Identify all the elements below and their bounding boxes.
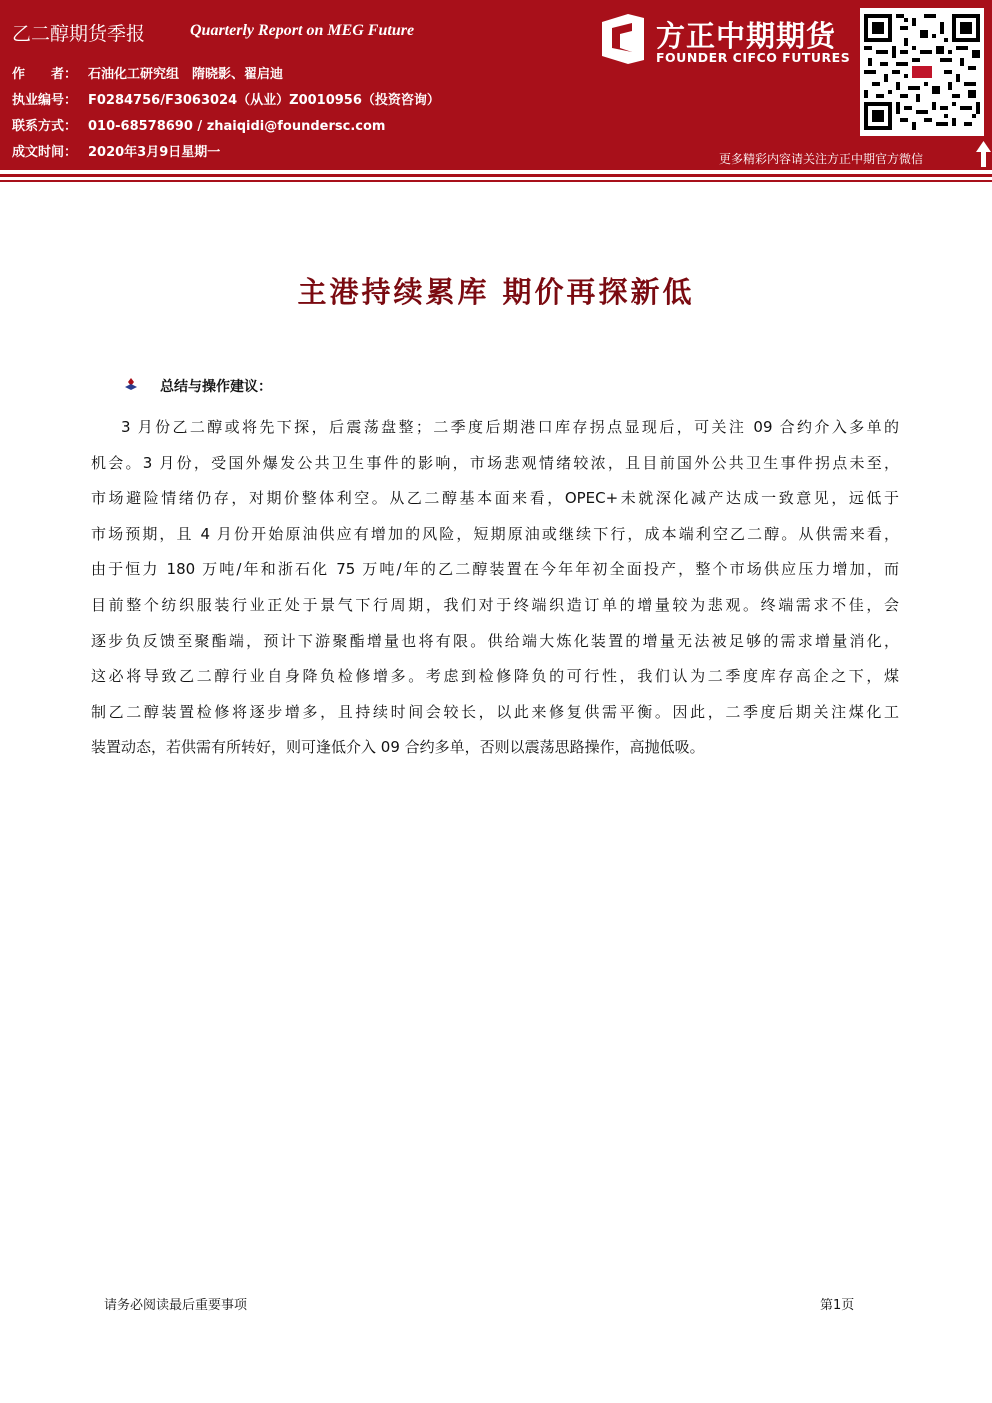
qr-code-icon: [864, 12, 980, 132]
meta-value: 2020年3月9日星期一: [88, 145, 221, 160]
report-header: [0, 0, 992, 170]
report-title-en: Quarterly Report on MEG Future: [190, 22, 415, 39]
meta-contact: [12, 115, 385, 134]
section-heading: [128, 376, 272, 396]
page-number: 第1页: [820, 1298, 855, 1313]
summary-paragraph: [91, 410, 899, 766]
paragraph-line: 由于恒力 180 万吨/年和浙石化 75 万吨/年的乙二醇装置在今年年初全面投产，整个市场供应压力增加，而: [91, 560, 899, 579]
paragraph-line: 目前整个纺织服装行业正处于景气下行周期，我们对于终端织造订单的增量较为悲观。终端需求不佳，会: [91, 595, 899, 614]
logo-english-name: FOUNDER CIFCO FUTURES: [656, 50, 851, 65]
paragraph-line: 市场避险情绪仍存，对期价整体利空。从乙二醇基本面来看，OPEC+未就深化减产达成一致意见，远低于: [91, 489, 899, 508]
header-divider: [0, 174, 992, 177]
meta-value: F0284756/F3063024（从业）Z0010956（投资咨询）: [88, 93, 440, 108]
paragraph-line: 装置动态，若供需有所转好，则可逢低介入 09 合约多单，否则以震荡思路操作，高抛低吸。: [91, 738, 705, 757]
meta-authors: [12, 63, 283, 82]
meta-label: 成文时间：: [12, 145, 78, 160]
wechat-qr-code[interactable]: [860, 8, 984, 136]
paragraph-line: 3 月份乙二醇或将先下探，后震荡盘整；二季度后期港口库存拐点显现后，可关注 09 合约介入多单的: [121, 418, 899, 436]
header-divider: [0, 180, 992, 182]
company-logo: [598, 14, 854, 70]
diamond-bullet-icon: [124, 378, 138, 392]
founder-logo-icon: [598, 14, 648, 64]
meta-value: 010-68578690 / zhaiqidi@foundersc.com: [88, 119, 386, 134]
meta-value: 石油化工研究组 隋晓影、翟启迪: [88, 67, 284, 82]
report-title: 乙二醇期货季报: [12, 23, 146, 45]
paragraph-line: 逐步负反馈至聚酯端，预计下游聚酯增量也将有限。供给端大炼化装置的增量无法被足够的需求增量消化，: [91, 631, 899, 650]
meta-label: 作 者：: [12, 67, 78, 82]
wechat-follow-note: 更多精彩内容请关注方正中期官方微信: [719, 152, 924, 166]
up-arrow-icon: [975, 140, 992, 168]
page-title: 主港持续累库 期价再探新低: [297, 275, 695, 309]
logo-chinese-name: 方正中期期货: [656, 19, 837, 53]
meta-label: 联系方式：: [12, 119, 78, 134]
meta-license: [12, 89, 440, 108]
meta-label: 执业编号：: [12, 93, 78, 108]
paragraph-line: 机会。3 月份，受国外爆发公共卫生事件的影响，市场悲观情绪较浓，且目前国外公共卫生事件拐点未至，: [91, 453, 899, 472]
section-heading-text: 总结与操作建议：: [160, 379, 272, 395]
meta-date: [12, 141, 220, 160]
footer-disclaimer-note: 请务必阅读最后重要事项: [104, 1298, 248, 1313]
paragraph-line: 这必将导致乙二醇行业自身降负检修增多。考虑到检修降负的可行性，我们认为二季度库存高企之下，煤: [91, 667, 899, 686]
paragraph-line: 制乙二醇装置检修将逐步增多，且持续时间会较长，以此来修复供需平衡。因此，二季度后期关注煤化工: [91, 702, 899, 721]
paragraph-line: 市场预期，且 4 月份开始原油供应有增加的风险，短期原油或继续下行，成本端利空乙二醇。从供需来看，: [91, 524, 899, 543]
